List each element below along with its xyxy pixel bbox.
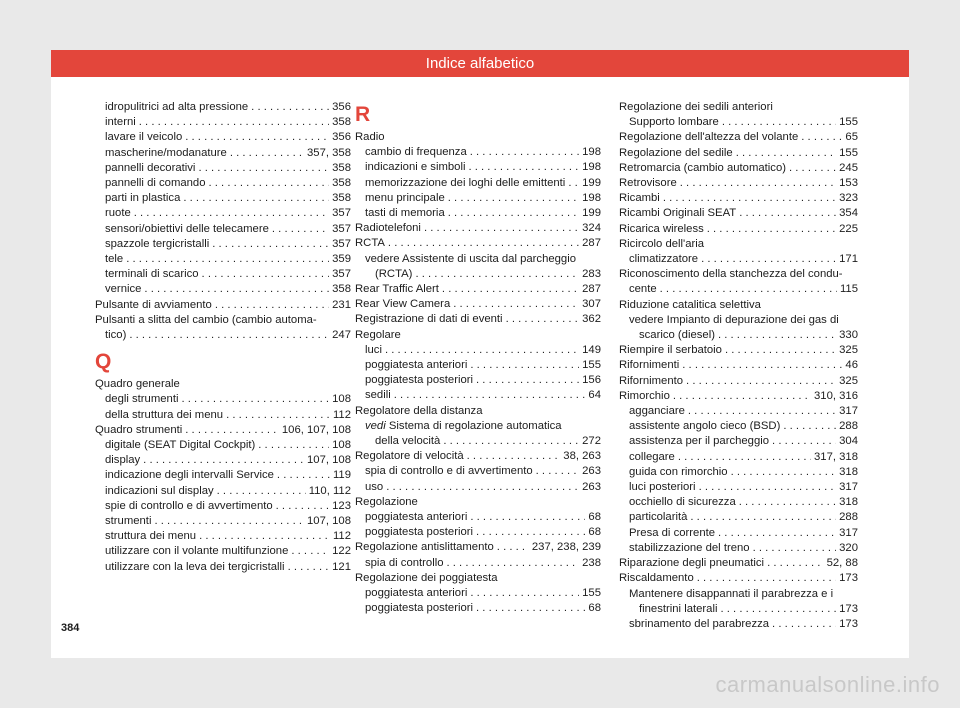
page-ref[interactable]: 119 (332, 469, 351, 482)
index-entry: idropulitrici ad alta pressione . . . 356 (95, 100, 351, 115)
index-entry-heading: Regolare (355, 328, 401, 341)
index-entry: occhiello di sicurezza . . . 318 (619, 495, 858, 510)
index-entry-heading: Riconoscimento della stanchezza del condu- (619, 268, 843, 281)
index-entry: spia di controllo e di avvertimento . . . 263 (355, 464, 601, 479)
index-entry: indicazione degli intervalli Service . . . 119 (95, 468, 351, 483)
page-ref[interactable]: 358 (332, 177, 351, 190)
index-entry: Riscaldamento . . . 173 (619, 571, 858, 586)
page-ref[interactable]: 173 (839, 572, 858, 585)
index-entry: Riempire il serbatoio . . . 325 (619, 343, 858, 358)
index-entry-heading: Quadro generale (95, 378, 180, 391)
index-entry: strumenti . . . 107, 108 (95, 514, 351, 529)
page-ref[interactable]: 263 (582, 480, 601, 493)
page-ref[interactable]: 354 (839, 207, 858, 220)
page-ref[interactable]: 199 (582, 207, 601, 220)
index-entry: Regolazione dell'altezza del volante . . . 65 (619, 130, 858, 145)
page-ref[interactable]: 357 (332, 222, 351, 235)
page-ref[interactable]: 358 (332, 283, 351, 296)
page-ref[interactable]: 122 (332, 545, 351, 558)
page-ref[interactable]: 304 (839, 435, 858, 448)
page-ref[interactable]: 320 (839, 541, 858, 554)
page-ref[interactable]: 153 (839, 177, 858, 190)
index-column-2 (355, 102, 601, 617)
index-entry: (RCTA) . . . 283 (355, 267, 601, 282)
page-ref[interactable]: 115 (839, 283, 858, 296)
page-ref[interactable]: 310, 316 (814, 389, 858, 402)
page-ref[interactable]: 149 (582, 343, 601, 356)
page-ref[interactable]: 357, 358 (307, 146, 351, 159)
page-ref[interactable]: 283 (582, 267, 601, 280)
page-ref[interactable]: 64 (588, 389, 601, 402)
page-ref[interactable]: 52, 88 (826, 557, 858, 570)
index-entry: climatizzatore . . . 171 (619, 252, 858, 267)
index-entry: particolarità . . . 288 (619, 510, 858, 525)
index-entry: Ricambi . . . 323 (619, 191, 858, 206)
page-ref[interactable]: 121 (332, 560, 351, 573)
index-entry: stabilizzazione del treno . . . 320 (619, 541, 858, 556)
page-ref[interactable]: 238 (582, 556, 601, 569)
index-entry: interni . . . 358 (95, 115, 351, 130)
page-ref[interactable]: 107, 108 (307, 454, 351, 467)
page-ref[interactable]: 68 (588, 511, 601, 524)
page-ref[interactable]: 112 (332, 530, 351, 543)
index-entry: sedili . . . 64 (355, 388, 601, 403)
page-ref[interactable]: 317 (839, 526, 858, 539)
index-entry: display . . . 107, 108 (95, 453, 351, 468)
index-entry-heading: Radio (355, 131, 385, 143)
index-entry: luci posteriori . . . 317 (619, 480, 858, 495)
page-ref[interactable]: 288 (839, 511, 858, 524)
index-entry: Registrazione di dati di eventi . . . 362 (355, 312, 601, 327)
page-ref[interactable]: 225 (839, 222, 858, 235)
page-ref[interactable]: 325 (839, 344, 858, 357)
index-entry: assistente angolo cieco (BSD) . . . 288 (619, 419, 858, 434)
index-entry: Rifornimenti . . . 46 (619, 358, 858, 373)
page-ref[interactable]: 108 (332, 393, 351, 406)
page-ref[interactable]: 106, 107, 108 (281, 423, 351, 436)
page-ref[interactable]: 356 (332, 101, 351, 113)
index-entry: collegare . . . 317, 318 (619, 450, 858, 465)
page-ref[interactable]: 110, 112 (308, 484, 351, 497)
index-entry: assistenza per il parcheggio . . . 304 (619, 434, 858, 449)
index-entry: utilizzare con la leva dei tergicristalli . . . 121 (95, 560, 351, 575)
page-ref[interactable]: 65 (845, 131, 858, 144)
page-ref[interactable]: 358 (332, 116, 351, 129)
section-letter-r: R (355, 103, 371, 126)
index-entry: spia di controllo . . . 238 (355, 556, 601, 571)
page-ref[interactable]: 263 (582, 465, 601, 478)
index-entry: terminali di scarico . . . 357 (95, 267, 351, 282)
index-entry-heading: Pulsanti a slitta del cambio (cambio automa- (95, 313, 317, 326)
index-entry: Rear View Camera . . . 307 (355, 297, 601, 312)
page-ref[interactable]: 330 (839, 329, 858, 342)
page-ref[interactable]: 155 (839, 116, 858, 129)
index-entry: uso . . . 263 (355, 480, 601, 495)
page-ref[interactable]: 156 (582, 374, 601, 387)
index-entry: Regolatore di velocità . . . 38, 263 (355, 449, 601, 464)
index-entry: poggiatesta posteriori . . . 68 (355, 601, 601, 616)
page-ref[interactable]: 171 (839, 253, 858, 266)
page-ref[interactable]: 325 (839, 374, 858, 387)
index-entry: pannelli di comando . . . 358 (95, 176, 351, 191)
index-entry: finestrini laterali . . . 173 (619, 602, 858, 617)
index-column-3 (619, 100, 858, 632)
page-ref[interactable]: 247 (332, 329, 351, 342)
page-ref[interactable]: 46 (845, 359, 858, 372)
index-entry: Ricarica wireless . . . 225 (619, 222, 858, 237)
page-ref[interactable]: 362 (582, 313, 601, 326)
index-entry-heading: Mantenere disappannati il parabrezza e i (629, 587, 834, 600)
index-entry: spazzole tergicristalli . . . 357 (95, 237, 351, 252)
index-entry: vernice . . . 358 (95, 282, 351, 297)
index-entry-heading: Riduzione catalitica selettiva (619, 298, 761, 311)
index-entry-heading: vedere Impianto di depurazione dei gas di (629, 313, 839, 326)
index-entry: degli strumenti . . . 108 (95, 392, 351, 407)
index-entry: lavare il veicolo . . . 356 (95, 130, 351, 145)
page-ref[interactable]: 155 (582, 587, 601, 600)
index-entry: menu principale . . . 198 (355, 191, 601, 206)
index-entry: RCTA . . . 287 (355, 236, 601, 251)
page-ref[interactable]: 317 (839, 481, 858, 494)
page-ref[interactable]: 123 (332, 499, 351, 512)
index-entry: Ricambi Originali SEAT . . . 354 (619, 206, 858, 221)
index-entry: poggiatesta anteriori . . . 68 (355, 510, 601, 525)
page-ref[interactable]: 356 (332, 131, 351, 144)
index-entry: luci . . . 149 (355, 343, 601, 358)
page-ref[interactable]: 245 (839, 161, 858, 174)
page-ref[interactable]: 198 (582, 146, 601, 159)
index-entry: pannelli decorativi . . . 358 (95, 161, 351, 176)
page-ref[interactable]: 359 (332, 253, 351, 266)
page-ref[interactable]: 173 (839, 602, 858, 615)
page-ref[interactable]: 307 (582, 298, 601, 311)
page-ref[interactable]: 287 (582, 283, 601, 296)
index-entry: Rimorchio . . . 310, 316 (619, 389, 858, 404)
index-entry: mascherine/modanature . . . 357, 358 (95, 146, 351, 161)
index-entry: Regolazione del sedile . . . 155 (619, 146, 858, 161)
index-entry: Supporto lombare . . . 155 (619, 115, 858, 130)
index-column-1 (95, 100, 351, 575)
page-ref[interactable]: 68 (588, 526, 601, 539)
index-entry: sensori/obiettivi delle telecamere . . . 357 (95, 222, 351, 237)
index-entry: Retromarcia (cambio automatico) . . . 245 (619, 161, 858, 176)
index-entry: spie di controllo e di avvertimento . . . 123 (95, 499, 351, 514)
page-ref[interactable]: 107, 108 (307, 515, 351, 528)
index-entry: utilizzare con il volante multifunzione . . . 122 (95, 544, 351, 559)
index-entry: memorizzazione dei loghi delle emittenti . . . 199 (355, 176, 601, 191)
page-ref[interactable]: 108 (332, 439, 351, 452)
index-entry-heading: Regolazione (355, 495, 418, 508)
index-entry-heading: vedi Sistema di regolazione automatica (365, 419, 562, 432)
page-ref[interactable]: 155 (839, 146, 858, 159)
section-letter-q: Q (95, 350, 112, 374)
index-entry: indicazioni sul display . . . 110, 112 (95, 484, 351, 499)
page-ref[interactable]: 173 (839, 617, 858, 630)
index-entry-heading: Regolazione dei poggiatesta (355, 571, 498, 584)
index-entry: della struttura dei menu . . . 112 (95, 408, 351, 423)
index-entry: Rear Traffic Alert . . . 287 (355, 282, 601, 297)
index-entry: parti in plastica . . . 358 (95, 191, 351, 206)
index-entry: scarico (diesel) . . . 330 (619, 328, 858, 343)
index-entry-heading: Ricircolo dell'aria (619, 237, 705, 250)
index-entry: Radiotelefoni . . . 324 (355, 221, 601, 236)
page-ref[interactable]: 317, 318 (814, 450, 858, 463)
index-entry: tico) . . . 247 (95, 328, 351, 343)
index-entry: struttura dei menu . . . 112 (95, 529, 351, 544)
index-entry: Pulsante di avviamento . . . 231 (95, 298, 351, 313)
page-ref[interactable]: 323 (839, 192, 858, 205)
index-entry: tasti di memoria . . . 199 (355, 206, 601, 221)
index-entry: guida con rimorchio . . . 318 (619, 465, 858, 480)
page-ref[interactable]: 155 (582, 359, 601, 372)
page-number: 384 (61, 622, 80, 634)
index-entry: cambio di frequenza . . . 198 (355, 145, 601, 160)
page-ref[interactable]: 237, 238, 239 (531, 541, 601, 554)
index-entry-heading: vedere Assistente di uscita dal parcheggio (365, 252, 577, 265)
index-entry-heading: Regolazione dei sedili anteriori (619, 101, 773, 113)
page-ref[interactable]: 357 (332, 268, 351, 281)
page-ref[interactable]: 358 (332, 192, 351, 205)
page-ref[interactable]: 357 (332, 207, 351, 220)
page-ref[interactable]: 318 (839, 496, 858, 509)
index-entry: Rifornimento . . . 325 (619, 374, 858, 389)
index-entry: cente . . . 115 (619, 282, 858, 297)
index-entry: Retrovisore . . . 153 (619, 176, 858, 191)
index-entry: della velocità . . . 272 (355, 434, 601, 449)
index-entry: Riparazione degli pneumatici . . . 52, 88 (619, 556, 858, 571)
index-entry: poggiatesta anteriori . . . 155 (355, 586, 601, 601)
index-entry: agganciare . . . 317 (619, 404, 858, 419)
page-ref[interactable]: 324 (582, 222, 601, 235)
page-ref[interactable]: 272 (582, 435, 601, 448)
index-page (51, 50, 909, 658)
index-entry: tele . . . 359 (95, 252, 351, 267)
page-ref[interactable]: 231 (332, 298, 351, 311)
index-entry: indicazioni e simboli . . . 198 (355, 160, 601, 175)
index-entry: poggiatesta posteriori . . . 156 (355, 373, 601, 388)
index-entry: Regolazione antislittamento . . . 237, 238, 239 (355, 540, 601, 555)
index-entry: ruote . . . 357 (95, 206, 351, 221)
page-ref[interactable]: 357 (332, 237, 351, 250)
index-entry: digitale (SEAT Digital Cockpit) . . . 108 (95, 438, 351, 453)
page-ref[interactable]: 198 (582, 191, 601, 204)
index-entry: sbrinamento del parabrezza . . . 173 (619, 617, 858, 632)
page-ref[interactable]: 198 (582, 161, 601, 174)
watermark: carmanualsonline.info (715, 672, 940, 697)
page-ref[interactable]: 68 (588, 602, 601, 615)
index-entry: poggiatesta posteriori . . . 68 (355, 525, 601, 540)
page-header: Indice alfabetico (51, 50, 909, 77)
index-entry: Quadro strumenti . . . 106, 107, 108 (95, 423, 351, 438)
page-ref[interactable]: 112 (332, 408, 351, 421)
index-entry-heading: Regolatore della distanza (355, 404, 483, 417)
index-entry: poggiatesta anteriori . . . 155 (355, 358, 601, 373)
page-ref[interactable]: 38, 263 (563, 450, 601, 463)
page-ref[interactable]: 317 (839, 405, 858, 418)
page-ref[interactable]: 199 (582, 176, 601, 189)
page-ref[interactable]: 287 (582, 237, 601, 250)
page-ref[interactable]: 318 (839, 465, 858, 478)
page-ref[interactable]: 358 (332, 161, 351, 174)
index-entry: Presa di corrente . . . 317 (619, 526, 858, 541)
page-ref[interactable]: 288 (839, 420, 858, 433)
